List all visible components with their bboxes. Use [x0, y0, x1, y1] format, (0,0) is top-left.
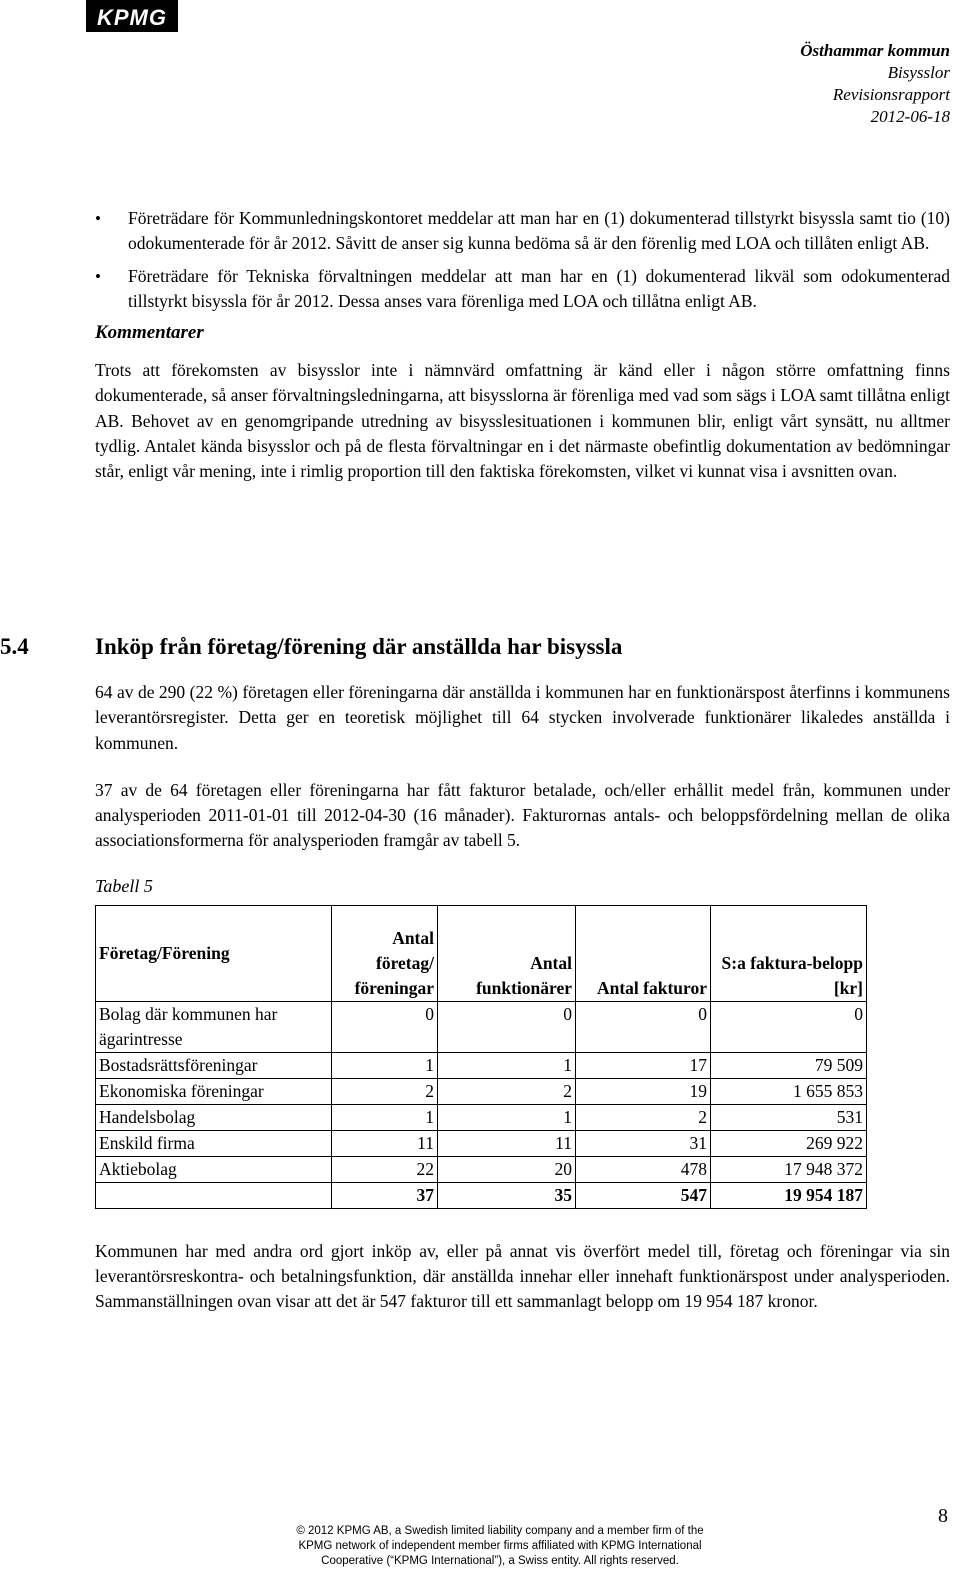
page-number: 8	[938, 1505, 948, 1527]
kommentarer-paragraph: Trots att förekomsten av bisysslor inte i nämnvärd omfattning är känd eller i någon större omfattning finns dokumenterade, så anser förvaltningsledningarna, att bisysslorna är förenliga med vad som sägs i LOA samt tillåtna enligt AB. Behovet av en genomgripande utredning av bisysslesituationen i kommunen blir, enligt vårt synsätt, nu alltmer tydlig. Antalet kända bisysslor och på de flesta förvaltningar en i det närmaste obefintlig dokumentation av bedömningar står, enligt vår mening, inte i rimlig proportion till den faktiska förekomsten, vilket vi kunnat visa i avsnitten ovan.	[95, 360, 950, 482]
table-cell: 1 655 853	[711, 1078, 867, 1104]
header-subject: Bisysslor	[887, 63, 950, 82]
paragraph: 64 av de 290 (22 %) företagen eller föreningarna där anställda i kommunen har en funktionärspost återfinns i kommunens leverantörsregister. Detta ger en teoretisk möjlighet till 64 stycken involverade funktionärer likaledes anställda i kommunen.	[95, 682, 950, 753]
table-cell: 0	[332, 1001, 438, 1052]
table-row	[96, 1078, 867, 1104]
table-cell: 0	[711, 1001, 867, 1052]
table-total-row	[96, 1182, 867, 1208]
bullet-item: • Företrädare för Kommunledningskontoret meddelar att man har en (1) dokumenterad tillstyrkt bisyssla samt tio (10) odokumenterade för år 2012. Såvitt de anser sig kunna bedöma så är den förenlig med LOA och tillåten enligt AB.	[95, 206, 950, 256]
table-cell: 478	[576, 1156, 711, 1182]
table-cell: 2	[576, 1104, 711, 1130]
table-5	[95, 905, 867, 1209]
upper-content	[95, 206, 950, 506]
table-cell: 531	[711, 1104, 867, 1130]
table-caption: Tabell 5	[95, 875, 153, 896]
header-org: Östhammar kommun	[800, 41, 950, 60]
table-header-cell: Antal fakturor	[576, 905, 711, 1001]
table-total-cell: 547	[576, 1182, 711, 1208]
table-cell: 1	[438, 1104, 576, 1130]
table-header-row	[96, 905, 867, 1001]
table-cell: 1	[438, 1052, 576, 1078]
lower-content	[95, 680, 950, 1337]
table-row	[96, 1001, 867, 1052]
table-cell: 17	[576, 1052, 711, 1078]
table-cell: 79 509	[711, 1052, 867, 1078]
header-date: 2012-06-18	[870, 107, 950, 126]
paragraph: 37 av de 64 företagen eller föreningarna har fått fakturor betalade, och/eller erhållit medel från, kommunen under analysperioden 2011-01-01 till 2012-04-30 (16 månader). Fakturornas antals- och beloppsfördelning mellan de olika associationsformerna för analysperioden framgår av tabell 5.	[95, 779, 950, 851]
table-header-cell: Antal företag/ föreningar	[332, 905, 438, 1001]
table-cell: 1	[332, 1104, 438, 1130]
table-cell: 2	[438, 1078, 576, 1104]
table-cell: 22	[332, 1156, 438, 1182]
section-number: 5.4	[0, 634, 29, 659]
table-cell: 0	[438, 1001, 576, 1052]
table-cell: 11	[332, 1130, 438, 1156]
table-total-cell: 19 954 187	[711, 1182, 867, 1208]
table-cell: Aktiebolag	[96, 1156, 332, 1182]
section-title: Inköp från företag/förening där anställda har bisyssla	[95, 634, 623, 659]
bullet-list	[95, 206, 950, 314]
bullet-item: • Företrädare för Tekniska förvaltningen meddelar att man har en (1) dokumenterad likväl som odokumenterad tillstyrkt bisyssla för år 2012. Dessa anses vara förenliga med LOA och tillåtna enligt AB.	[95, 264, 950, 314]
table-total-cell: 37	[332, 1182, 438, 1208]
table-header-cell: S:a faktura-belopp [kr]	[711, 905, 867, 1001]
table-total-cell: 35	[438, 1182, 576, 1208]
table-cell: Handelsbolag	[96, 1104, 332, 1130]
page-header	[800, 40, 950, 128]
table-cell: 17 948 372	[711, 1156, 867, 1182]
footer-line: © 2012 KPMG AB, a Swedish limited liability company and a member firm of the	[296, 1525, 704, 1537]
section-heading	[0, 634, 960, 664]
header-report-type: Revisionsrapport	[832, 85, 950, 104]
table-cell: 31	[576, 1130, 711, 1156]
kommentarer-heading: Kommentarer	[95, 322, 204, 343]
table-row	[96, 1104, 867, 1130]
table-header-cell: Företag/Förening	[96, 905, 332, 1001]
table-cell: 1	[332, 1052, 438, 1078]
table-row	[96, 1156, 867, 1182]
footer-line: Cooperative (“KPMG International”), a Swiss entity. All rights reserved.	[321, 1555, 679, 1567]
table-cell: Bolag där kommunen har ägarintresse	[96, 1001, 332, 1052]
table-cell: Enskild firma	[96, 1130, 332, 1156]
table-cell: Ekonomiska föreningar	[96, 1078, 332, 1104]
table-cell	[96, 1182, 332, 1208]
table-row	[96, 1130, 867, 1156]
table-cell: 20	[438, 1156, 576, 1182]
closing-paragraph: Kommunen har med andra ord gjort inköp av, eller på annat vis överfört medel till, företag och föreningar via sin leverantörsreskontra- och betalningsfunktion, där anställda innehar eller innehaft funktionärspost under analysperioden. Sammanställningen ovan visar att det är 547 fakturor till ett sammanlagt belopp om 19 954 187 kronor.	[95, 1240, 950, 1312]
table-cell: 2	[332, 1078, 438, 1104]
table-cell: 11	[438, 1130, 576, 1156]
table-cell: 0	[576, 1001, 711, 1052]
table-header-cell: Antal funktionärer	[438, 905, 576, 1001]
page-footer	[290, 1524, 710, 1569]
footer-line: KPMG network of independent member firms affiliated with KPMG International	[298, 1540, 702, 1552]
table-cell: Bostadsrättsföreningar	[96, 1052, 332, 1078]
table-cell: 19	[576, 1078, 711, 1104]
table-row	[96, 1052, 867, 1078]
kpmg-logo: KPMG	[86, 0, 178, 32]
table-cell: 269 922	[711, 1130, 867, 1156]
